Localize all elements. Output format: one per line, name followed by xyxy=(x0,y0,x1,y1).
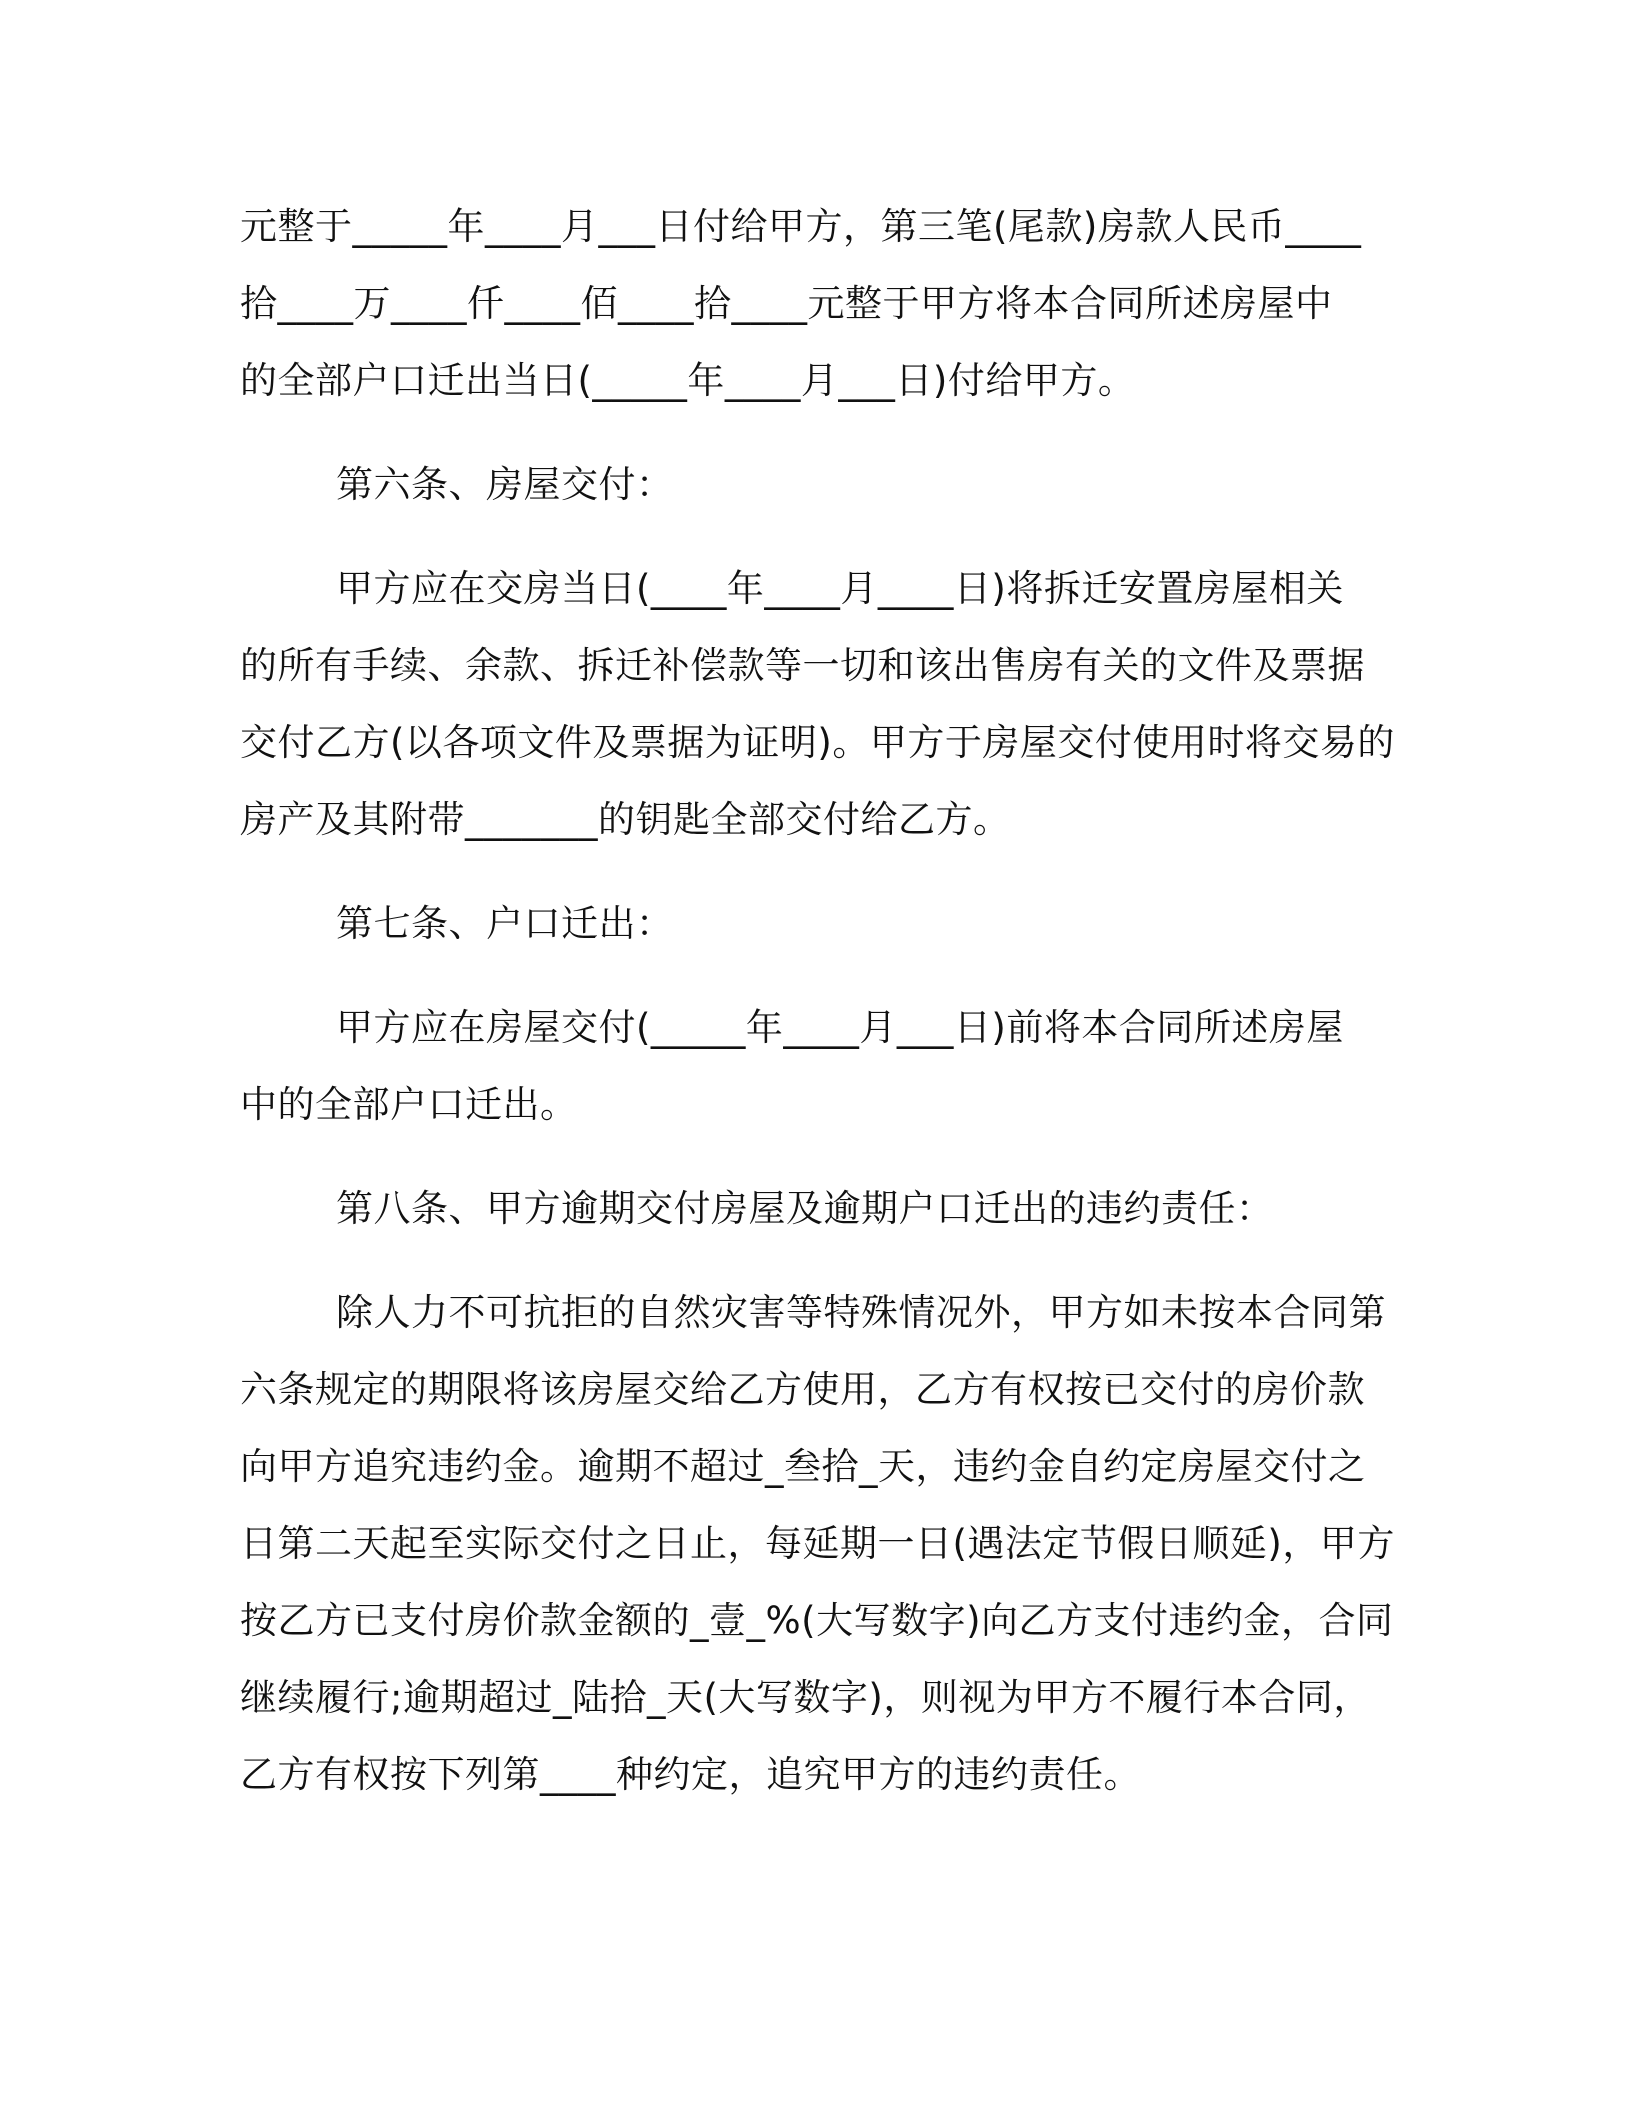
text-line: 继续履行;逾期超过_陆拾_天(大写数字)，则视为甲方不履行本合同， xyxy=(240,1676,1371,1719)
paragraph-spacer xyxy=(240,1247,1390,1274)
text-line: 向甲方追究违约金。逾期不超过_叁拾_天，违约金自约定房屋交付之 xyxy=(240,1445,1366,1488)
document-body xyxy=(240,188,1395,1813)
payment-paragraph xyxy=(240,188,1390,419)
article-7-body xyxy=(240,989,1390,1143)
text-line: 房产及其附带_______的钥匙全部交付给乙方。 xyxy=(240,798,1011,841)
text-line: 的全部户口迁出当日(_____年____月___日)付给甲方。 xyxy=(240,359,1136,402)
text-line: 的所有手续、余款、拆迁补偿款等一切和该出售房有关的文件及票据 xyxy=(240,644,1365,687)
article-8-heading xyxy=(240,1170,1390,1247)
text-line: 中的全部户口迁出。 xyxy=(240,1083,578,1126)
text-line: 第六条、房屋交付： xyxy=(336,463,674,506)
text-line: 元整于_____年____月___日付给甲方，第三笔(尾款)房款人民币____ xyxy=(240,205,1362,248)
article-6-body xyxy=(240,550,1395,858)
paragraph-spacer xyxy=(240,523,1390,550)
text-line: 交付乙方(以各项文件及票据为证明)。甲方于房屋交付使用时将交易的 xyxy=(240,721,1395,764)
article-6-heading xyxy=(240,446,1390,523)
text-line: 按乙方已支付房价款金额的_壹_%(大写数字)向乙方支付违约金，合同 xyxy=(240,1599,1394,1642)
text-line: 甲方应在房屋交付(_____年____月___日)前将本合同所述房屋 xyxy=(336,1006,1344,1049)
text-line: 除人力不可抗拒的自然灾害等特殊情况外，甲方如未按本合同第 xyxy=(336,1291,1386,1334)
paragraph-spacer xyxy=(240,1143,1390,1170)
text-line: 第八条、甲方逾期交付房屋及逾期户口迁出的违约责任： xyxy=(336,1187,1274,1230)
text-line: 甲方应在交房当日(____年____月____日)将拆迁安置房屋相关 xyxy=(336,567,1344,610)
text-line: 乙方有权按下列第____种约定，追究甲方的违约责任。 xyxy=(240,1753,1141,1796)
paragraph-spacer xyxy=(240,962,1390,989)
text-line: 拾____万____仟____佰____拾____元整于甲方将本合同所述房屋中 xyxy=(240,282,1333,325)
article-8-body xyxy=(240,1274,1395,1813)
paragraph-spacer xyxy=(240,858,1390,885)
article-7-heading xyxy=(240,885,1390,962)
text-line: 日第二天起至实际交付之日止，每延期一日(遇法定节假日顺延)，甲方 xyxy=(240,1522,1395,1565)
text-line: 第七条、户口迁出： xyxy=(336,902,674,945)
text-line: 六条规定的期限将该房屋交给乙方使用，乙方有权按已交付的房价款 xyxy=(240,1368,1365,1411)
paragraph-spacer xyxy=(240,419,1390,446)
